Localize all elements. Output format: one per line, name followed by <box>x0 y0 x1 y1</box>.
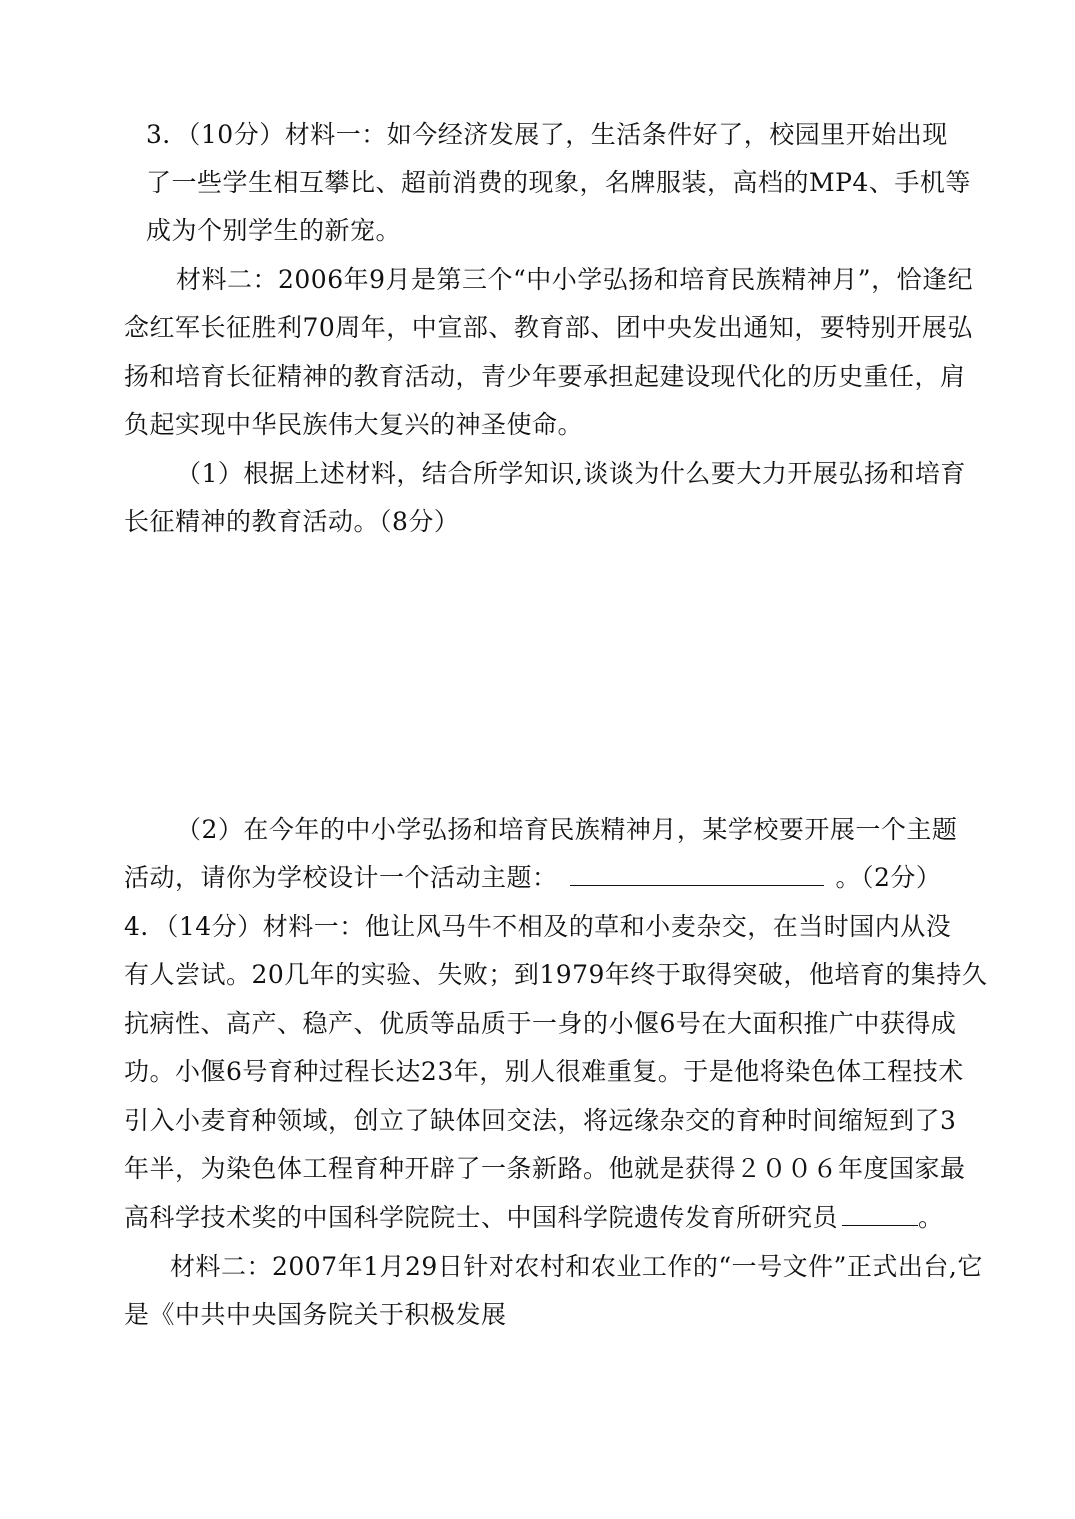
q3-subquestion-2: （2）在今年的中小学弘扬和培育民族精神月，某学校要开展一个主题 <box>176 815 958 844</box>
q3-line-6: 扬和培育长征精神的教育活动，青少年要承担起建设现代化的历史重任，肩 <box>124 362 966 391</box>
q4-line-5: 引入小麦育种领域，创立了缺体回交法，将远缘杂交的育种时间缩短到了3 <box>124 1106 957 1135</box>
q3-line-3: 成为个别学生的新宠。 <box>146 216 402 245</box>
q4-line-2: 有人尝试。20几年的实验、失败；到1979年终于取得突破，他培育的集持久 <box>124 960 988 989</box>
q4-material-2: 材料二：2007年1月29日针对农村和农业工作的“一号文件”正式出台,它 <box>170 1252 983 1281</box>
answer-blank-activity-theme[interactable] <box>570 863 824 886</box>
q4-line-7-end: 。 <box>918 1203 944 1232</box>
q4-line-4: 功。小偃6号育种过程长达23年，别人很难重复。于是他将染色体工程技术 <box>124 1057 964 1086</box>
answer-blank-researcher-name[interactable] <box>842 1203 918 1226</box>
q3-line-4: 材料二：2006年9月是第三个“中小学弘扬和培育民族精神月”，恰逢纪 <box>176 265 974 294</box>
q3-subquestion-1: （1）根据上述材料，结合所学知识,谈谈为什么要大力开展弘扬和培育 <box>176 459 966 488</box>
q4-material-2-cont: 是《中共中央国务院关于积极发展 <box>124 1300 507 1329</box>
q3-line-2: 了一些学生相互攀比、超前消费的现象，名牌服装，高档的MP4、手机等 <box>146 168 971 197</box>
q3-line-1: 3．（10分）材料一：如今经济发展了，生活条件好了，校园里开始出现 <box>146 120 948 149</box>
q4-line-7 <box>124 1203 944 1233</box>
q3-subquestion-2-text: 活动，请你为学校设计一个活动主题： <box>124 863 558 892</box>
q4-line-7-text: 高科学技术奖的中国科学院院士、中国科学院遗传发育所研究员 <box>124 1203 839 1232</box>
q3-subquestion-2-cont <box>124 863 941 893</box>
q3-line-7: 负起实现中华民族伟大复兴的神圣使命。 <box>124 410 584 439</box>
q3-subquestion-1-cont: 长征精神的教育活动。（8分） <box>124 507 460 536</box>
q3-line-5: 念红军长征胜利70周年，中宣部、教育部、团中央发出通知，要特别开展弘 <box>124 313 973 342</box>
q4-line-6: 年半，为染色体工程育种开辟了一条新路。他就是获得２００６年度国家最 <box>124 1154 966 1183</box>
q3-subquestion-2-score: 。（2分） <box>835 863 942 892</box>
q4-line-3: 抗病性、高产、稳产、优质等品质于一身的小偃6号在大面积推广中获得成 <box>124 1009 957 1038</box>
q4-line-1: 4．（14分）材料一：他让风马牛不相及的草和小麦杂交，在当时国内从没 <box>124 912 952 941</box>
